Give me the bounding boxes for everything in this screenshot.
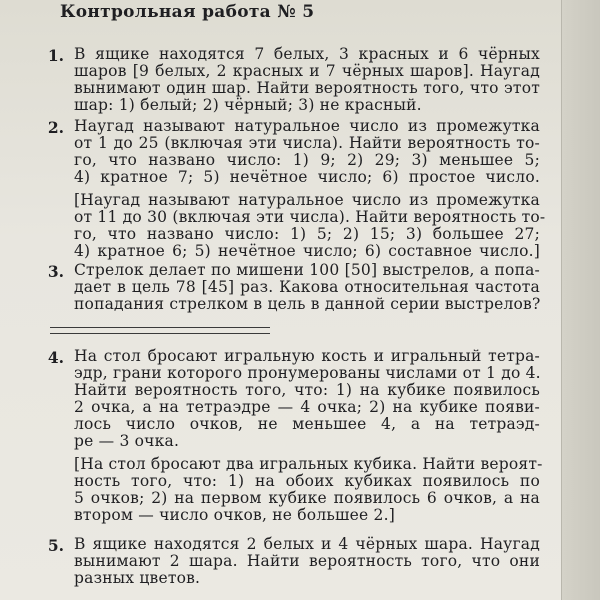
section-divider <box>50 327 270 334</box>
variant-line: втором — число очков, не большее 2.] <box>74 506 395 524</box>
problem-1 <box>40 46 540 114</box>
problem-line: ре — 3 очка. <box>74 432 180 450</box>
problem-line: попадания стрелком в цель в данной серии выстрелов? <box>74 295 541 313</box>
problem-5 <box>40 536 540 587</box>
variant-line: от 11 до 30 (включая эти числа). Найти вероятность то- <box>74 208 546 226</box>
variant-line: [На стол бросают два игральных кубика. Найти вероят- <box>74 455 543 473</box>
problem-line: 4) кратное 7; 5) нечётное число; 6) простое число. <box>74 168 540 186</box>
problem-line: 2 очка, а на тетраэдре — 4 очка; 2) на кубике появи- <box>74 398 540 416</box>
variant-line: ность того, что: 1) на обоих кубиках появилось по <box>74 472 540 490</box>
problem-line: шар: 1) белый; 2) чёрный; 3) не красный. <box>74 96 422 114</box>
problem-number: 5. <box>47 536 64 555</box>
page-title: Контрольная работа № 5 <box>60 2 315 22</box>
problem-line: Найти вероятность того, что: 1) на кубике появилось <box>74 381 540 399</box>
problem-line: На стол бросают игральную кость и игральный тетра- <box>74 347 540 365</box>
problem-line: шаров [9 белых, 2 красных и 7 чёрных шаров]. Наугад <box>74 62 540 80</box>
problem-4 <box>40 347 543 524</box>
variant-line: 5 очков; 2) на первом кубике появилось 6 очков, а на <box>74 489 540 507</box>
problem-line: го, что названо число: 1) 9; 2) 29; 3) меньшее 5; <box>74 151 540 169</box>
problem-line: Наугад называют натуральное число из промежутка <box>74 117 540 135</box>
problem-number: 4. <box>47 348 64 367</box>
variant-line: [Наугад называют натуральное число из промежутка <box>74 191 540 209</box>
problem-number: 2. <box>47 118 64 137</box>
page-edge <box>561 0 600 600</box>
problem-line: Стрелок делает по мишени 100 [50] выстрелов, а попа- <box>74 261 540 279</box>
problem-line: В ящике находятся 2 белых и 4 чёрных шара. Наугад <box>74 535 540 553</box>
problem-3 <box>40 262 540 313</box>
alternate-variant <box>40 191 546 260</box>
problem-line: дает в цель 78 [45] раз. Какова относительная частота <box>74 278 540 296</box>
problem-line: от 1 до 25 (включая эти числа). Найти вероятность то- <box>74 134 540 152</box>
problem-line: В ящике находятся 7 белых, 3 красных и 6 чёрных <box>74 45 540 63</box>
variant-line: го, что названо число: 1) 5; 2) 15; 3) большее 27; <box>74 225 540 243</box>
variant-line: 4) кратное 6; 5) нечётное число; 6) составное число.] <box>74 242 540 260</box>
problem-line: эдр, грани которого пронумерованы числами от 1 до 4. <box>74 364 541 382</box>
problem-line: вынимают один шар. Найти вероятность того, что этот <box>74 79 540 97</box>
problem-line: разных цветов. <box>74 569 201 587</box>
problem-number: 3. <box>47 262 64 281</box>
problem-number: 1. <box>47 46 64 65</box>
alternate-variant <box>40 455 543 524</box>
problem-2 <box>40 117 546 260</box>
problem-line: вынимают 2 шара. Найти вероятность того, что они <box>74 552 540 570</box>
problem-line: лось число очков, не меньшее 4, а на тетраэд- <box>74 415 540 433</box>
